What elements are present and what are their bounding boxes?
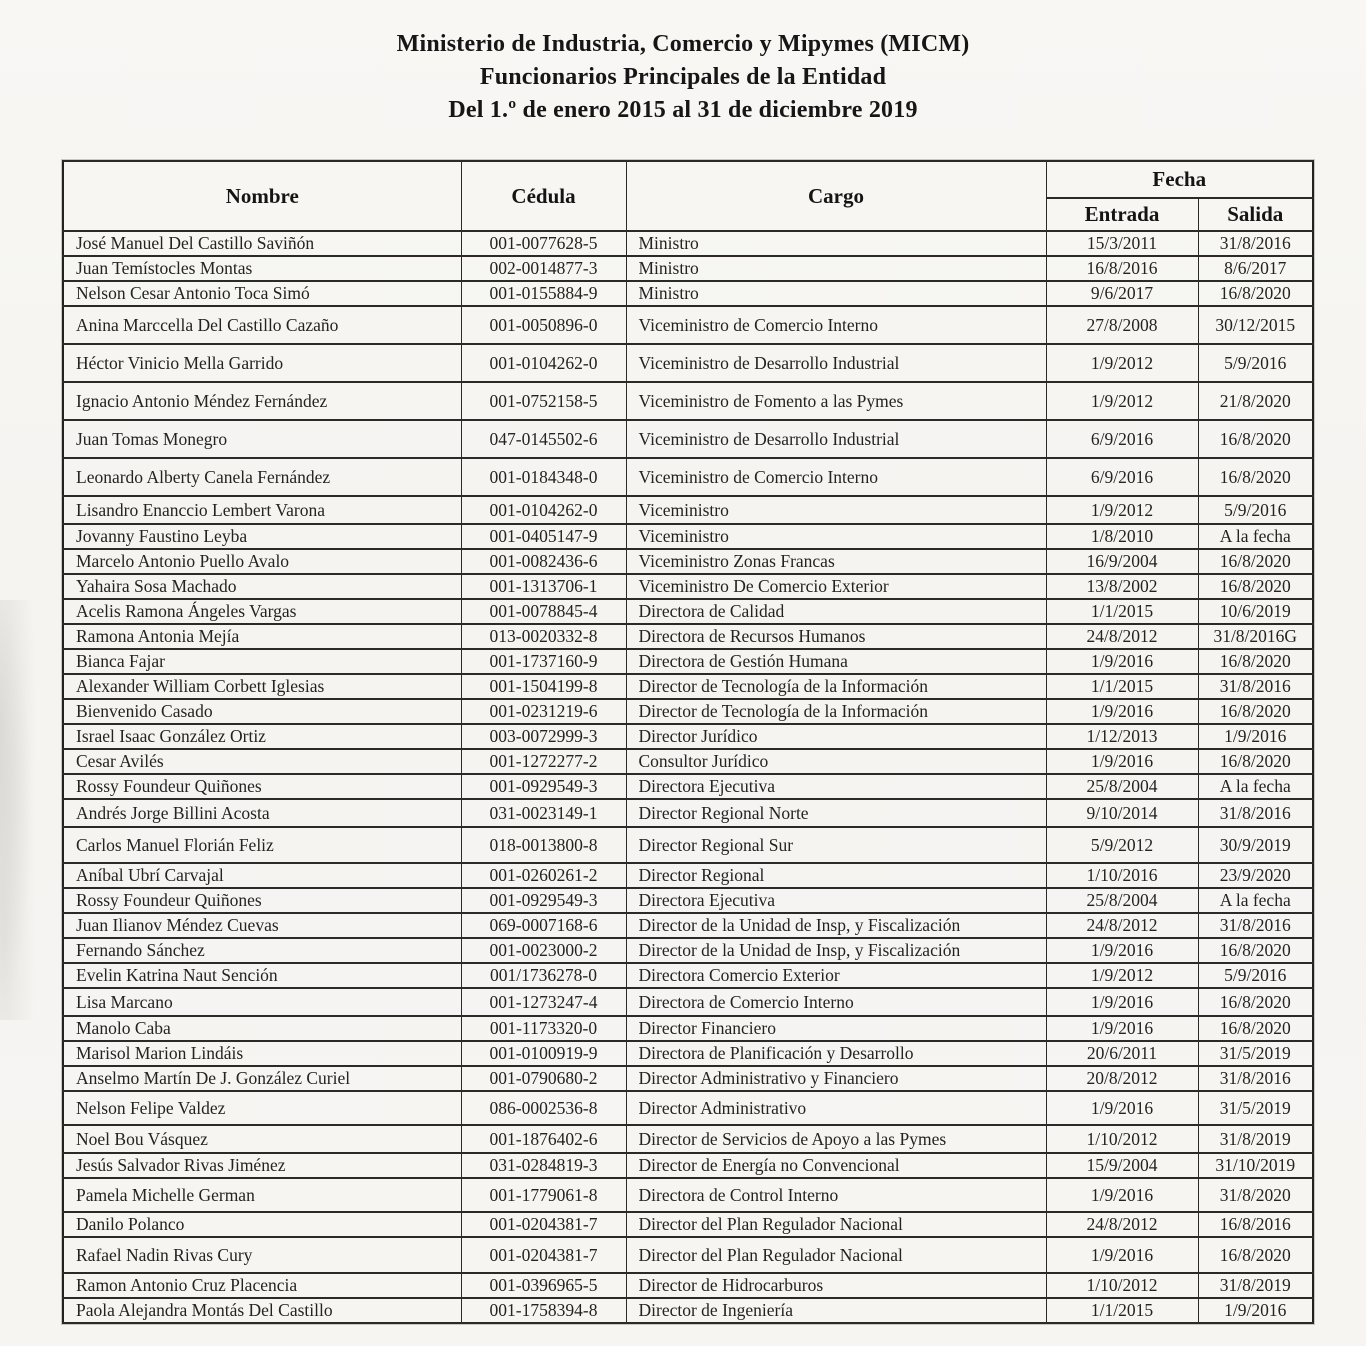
table-row — [63, 913, 1313, 938]
cell-cargo: Director Financiero — [626, 1016, 1046, 1041]
cell-name: Danilo Polanco — [63, 1212, 461, 1237]
cell-cedula: 001-0929549-3 — [461, 888, 626, 913]
column-header-entrada: Entrada — [1046, 198, 1198, 231]
cell-entrada: 1/9/2016 — [1046, 1091, 1198, 1125]
table-header — [63, 161, 1313, 231]
cell-salida: 23/9/2020 — [1198, 863, 1313, 888]
cell-entrada: 1/9/2016 — [1046, 699, 1198, 724]
cell-cedula: 001-0104262-0 — [461, 496, 626, 524]
cell-cedula: 001-0231219-6 — [461, 699, 626, 724]
cell-cedula: 001-0050896-0 — [461, 306, 626, 344]
cell-name: Leonardo Alberty Canela Fernández — [63, 458, 461, 496]
cell-entrada: 1/9/2012 — [1046, 344, 1198, 382]
cell-entrada: 1/9/2016 — [1046, 1237, 1198, 1273]
cell-name: Carlos Manuel Florián Feliz — [63, 827, 461, 863]
cell-salida: 16/8/2020 — [1198, 988, 1313, 1016]
cell-name: Lisandro Enanccio Lembert Varona — [63, 496, 461, 524]
document-subtitle-line: Funcionarios Principales de la Entidad — [479, 64, 887, 91]
cell-cargo: Director de Tecnología de la Información — [626, 674, 1046, 699]
cell-entrada: 16/9/2004 — [1046, 549, 1198, 574]
cell-cargo: Directora de Recursos Humanos — [626, 624, 1046, 649]
cell-cargo: Directora de Comercio Interno — [626, 988, 1046, 1016]
cell-cedula: 031-0284819-3 — [461, 1153, 626, 1178]
cell-name: Héctor Vinicio Mella Garrido — [63, 344, 461, 382]
cell-cargo: Viceministro de Comercio Interno — [626, 458, 1046, 496]
cell-name: José Manuel Del Castillo Saviñón — [63, 231, 461, 256]
cell-cargo: Viceministro de Comercio Interno — [626, 306, 1046, 344]
cell-cedula: 001-1313706-1 — [461, 574, 626, 599]
table-row — [63, 674, 1313, 699]
cell-name: Manolo Caba — [63, 1016, 461, 1041]
cell-salida: 16/8/2020 — [1198, 281, 1313, 306]
cell-salida: 31/8/2016 — [1198, 1066, 1313, 1091]
cell-entrada: 1/1/2015 — [1046, 599, 1198, 624]
cell-cedula: 031-0023149-1 — [461, 799, 626, 827]
cell-salida: 16/8/2020 — [1198, 699, 1313, 724]
cell-cargo: Director de Tecnología de la Información — [626, 699, 1046, 724]
cell-cedula: 086-0002536-8 — [461, 1091, 626, 1125]
cell-cargo: Director Regional Sur — [626, 827, 1046, 863]
cell-entrada: 6/9/2016 — [1046, 458, 1198, 496]
column-header-cargo: Cargo — [626, 161, 1046, 231]
cell-entrada: 25/8/2004 — [1046, 888, 1198, 913]
cell-salida: 16/8/2020 — [1198, 458, 1313, 496]
cell-cargo: Director Regional Norte — [626, 799, 1046, 827]
cell-cargo: Director Regional — [626, 863, 1046, 888]
cell-cedula: 003-0072999-3 — [461, 724, 626, 749]
cell-entrada: 1/10/2012 — [1046, 1273, 1198, 1298]
cell-cedula: 001-1173320-0 — [461, 1016, 626, 1041]
cell-cargo: Director de la Unidad de Insp, y Fiscalización — [626, 913, 1046, 938]
cell-name: Juan Tomas Monegro — [63, 420, 461, 458]
cell-salida: 30/12/2015 — [1198, 306, 1313, 344]
cell-name: Nelson Cesar Antonio Toca Simó — [63, 281, 461, 306]
cell-entrada: 1/9/2016 — [1046, 749, 1198, 774]
cell-cargo: Viceministro De Comercio Exterior — [626, 574, 1046, 599]
cell-cargo: Director de Hidrocarburos — [626, 1273, 1046, 1298]
cell-cargo: Directora de Planificación y Desarrollo — [626, 1041, 1046, 1066]
cell-cargo: Director de Ingeniería — [626, 1298, 1046, 1323]
cell-cedula: 002-0014877-3 — [461, 256, 626, 281]
officials-table — [62, 160, 1314, 1324]
table-row — [63, 1298, 1313, 1323]
cell-cargo: Director Jurídico — [626, 724, 1046, 749]
cell-cargo: Consultor Jurídico — [626, 749, 1046, 774]
cell-cedula: 001-0082436-6 — [461, 549, 626, 574]
cell-cargo: Director de Energía no Convencional — [626, 1153, 1046, 1178]
cell-entrada: 24/8/2012 — [1046, 913, 1198, 938]
cell-name: Jovanny Faustino Leyba — [63, 524, 461, 549]
cell-name: Israel Isaac González Ortiz — [63, 724, 461, 749]
cell-entrada: 1/9/2016 — [1046, 988, 1198, 1016]
cell-entrada: 1/10/2012 — [1046, 1125, 1198, 1153]
table-row — [63, 724, 1313, 749]
cell-entrada: 1/9/2016 — [1046, 1178, 1198, 1212]
cell-cedula: 001-1758394-8 — [461, 1298, 626, 1323]
table-row — [63, 649, 1313, 674]
cell-salida: 31/8/2019 — [1198, 1125, 1313, 1153]
table-row — [63, 306, 1313, 344]
cell-entrada: 13/8/2002 — [1046, 574, 1198, 599]
cell-name: Ignacio Antonio Méndez Fernández — [63, 382, 461, 420]
table-row — [63, 458, 1313, 496]
cell-name: Fernando Sánchez — [63, 938, 461, 963]
cell-entrada: 6/9/2016 — [1046, 420, 1198, 458]
cell-name: Paola Alejandra Montás Del Castillo — [63, 1298, 461, 1323]
table-row — [63, 231, 1313, 256]
cell-cedula: 001-0790680-2 — [461, 1066, 626, 1091]
cell-cedula: 001-0929549-3 — [461, 774, 626, 799]
table-row — [63, 963, 1313, 988]
cell-cedula: 001-1273247-4 — [461, 988, 626, 1016]
cell-name: Yahaira Sosa Machado — [63, 574, 461, 599]
cell-salida: 5/9/2016 — [1198, 496, 1313, 524]
cell-entrada: 9/10/2014 — [1046, 799, 1198, 827]
table-row — [63, 1153, 1313, 1178]
cell-cargo: Directora Ejecutiva — [626, 774, 1046, 799]
cell-cargo: Directora Ejecutiva — [626, 888, 1046, 913]
column-header-salida: Salida — [1198, 198, 1313, 231]
column-header-nombre: Nombre — [63, 161, 461, 231]
cell-cedula: 001-1272277-2 — [461, 749, 626, 774]
cell-cargo: Ministro — [626, 281, 1046, 306]
ministry-title-line: Ministerio de Industria, Comercio y Mipymes (MICM) — [396, 31, 970, 57]
cell-name: Marcelo Antonio Puello Avalo — [63, 549, 461, 574]
cell-entrada: 1/9/2016 — [1046, 938, 1198, 963]
cell-name: Jesús Salvador Rivas Jiménez — [63, 1153, 461, 1178]
cell-name: Rossy Foundeur Quiñones — [63, 774, 461, 799]
date-range-line: Del 1.º de enero 2015 al 31 de diciembre 2019 — [448, 97, 918, 124]
table-row — [63, 496, 1313, 524]
table-row — [63, 988, 1313, 1016]
cell-entrada: 15/3/2011 — [1046, 231, 1198, 256]
cell-entrada: 24/8/2012 — [1046, 624, 1198, 649]
cell-name: Alexander William Corbett Iglesias — [63, 674, 461, 699]
cell-salida: 31/8/2019 — [1198, 1273, 1313, 1298]
cell-salida: 16/8/2020 — [1198, 574, 1313, 599]
cell-entrada: 1/9/2012 — [1046, 382, 1198, 420]
cell-cargo: Directora de Gestión Humana — [626, 649, 1046, 674]
cell-salida: A la fecha — [1198, 774, 1313, 799]
cell-salida: 16/8/2016 — [1198, 1212, 1313, 1237]
cell-name: Noel Bou Vásquez — [63, 1125, 461, 1153]
table-row — [63, 344, 1313, 382]
cell-cedula: 001-0023000-2 — [461, 938, 626, 963]
cell-salida: 31/8/2016 — [1198, 913, 1313, 938]
cell-salida: 31/5/2019 — [1198, 1091, 1313, 1125]
cell-entrada: 27/8/2008 — [1046, 306, 1198, 344]
cell-cedula: 013-0020332-8 — [461, 624, 626, 649]
table-row — [63, 1237, 1313, 1273]
cell-cargo: Viceministro de Desarrollo Industrial — [626, 420, 1046, 458]
cell-salida: 5/9/2016 — [1198, 963, 1313, 988]
cell-entrada: 1/9/2016 — [1046, 649, 1198, 674]
cell-salida: 5/9/2016 — [1198, 344, 1313, 382]
cell-entrada: 1/8/2010 — [1046, 524, 1198, 549]
cell-cedula: 001-1504199-8 — [461, 674, 626, 699]
cell-entrada: 16/8/2016 — [1046, 256, 1198, 281]
cell-salida: 31/8/2016 — [1198, 674, 1313, 699]
cell-name: Juan Temístocles Montas — [63, 256, 461, 281]
table-row — [63, 1091, 1313, 1125]
cell-cedula: 001-0260261-2 — [461, 863, 626, 888]
cell-cedula: 001-1876402-6 — [461, 1125, 626, 1153]
table-row — [63, 574, 1313, 599]
table-row — [63, 1041, 1313, 1066]
cell-cargo: Ministro — [626, 256, 1046, 281]
table-row — [63, 624, 1313, 649]
cell-salida: 16/8/2020 — [1198, 1016, 1313, 1041]
cell-cargo: Ministro — [626, 231, 1046, 256]
table-row — [63, 599, 1313, 624]
cell-salida: 31/8/2016 — [1198, 231, 1313, 256]
cell-cargo: Directora de Calidad — [626, 599, 1046, 624]
cell-salida: 10/6/2019 — [1198, 599, 1313, 624]
cell-cedula: 001-0204381-7 — [461, 1212, 626, 1237]
cell-name: Nelson Felipe Valdez — [63, 1091, 461, 1125]
document-title-block — [0, 0, 1366, 127]
cell-cedula: 001-0204381-7 — [461, 1237, 626, 1273]
cell-cedula: 001-0078845-4 — [461, 599, 626, 624]
cell-name: Bianca Fajar — [63, 649, 461, 674]
cell-entrada: 1/12/2013 — [1046, 724, 1198, 749]
table-row — [63, 699, 1313, 724]
cell-cargo: Director de Servicios de Apoyo a las Pymes — [626, 1125, 1046, 1153]
cell-name: Evelin Katrina Naut Sención — [63, 963, 461, 988]
cell-cedula: 001-1737160-9 — [461, 649, 626, 674]
cell-name: Lisa Marcano — [63, 988, 461, 1016]
cell-cedula: 001-0155884-9 — [461, 281, 626, 306]
cell-entrada: 20/8/2012 — [1046, 1066, 1198, 1091]
cell-name: Ramon Antonio Cruz Placencia — [63, 1273, 461, 1298]
table-row — [63, 774, 1313, 799]
cell-name: Anselmo Martín De J. González Curiel — [63, 1066, 461, 1091]
cell-entrada: 1/9/2016 — [1046, 1016, 1198, 1041]
cell-entrada: 24/8/2012 — [1046, 1212, 1198, 1237]
cell-salida: 16/8/2020 — [1198, 938, 1313, 963]
cell-entrada: 1/9/2012 — [1046, 496, 1198, 524]
cell-salida: 8/6/2017 — [1198, 256, 1313, 281]
cell-salida: 31/8/2020 — [1198, 1178, 1313, 1212]
cell-name: Ramona Antonia Mejía — [63, 624, 461, 649]
table-row — [63, 420, 1313, 458]
cell-name: Andrés Jorge Billini Acosta — [63, 799, 461, 827]
table-row — [63, 799, 1313, 827]
cell-salida: 16/8/2020 — [1198, 1237, 1313, 1273]
cell-name: Juan Ilianov Méndez Cuevas — [63, 913, 461, 938]
cell-cedula: 001-0104262-0 — [461, 344, 626, 382]
cell-cargo: Viceministro de Fomento a las Pymes — [626, 382, 1046, 420]
cell-name: Bienvenido Casado — [63, 699, 461, 724]
table-row — [63, 749, 1313, 774]
cell-cedula: 001-0100919-9 — [461, 1041, 626, 1066]
cell-salida: 30/9/2019 — [1198, 827, 1313, 863]
column-header-cedula: Cédula — [461, 161, 626, 231]
cell-salida: 31/10/2019 — [1198, 1153, 1313, 1178]
cell-cargo: Directora de Control Interno — [626, 1178, 1046, 1212]
cell-cedula: 001-0405147-9 — [461, 524, 626, 549]
table-row — [63, 549, 1313, 574]
cell-name: Acelis Ramona Ángeles Vargas — [63, 599, 461, 624]
cell-name: Rossy Foundeur Quiñones — [63, 888, 461, 913]
table-row — [63, 1273, 1313, 1298]
cell-entrada: 1/10/2016 — [1046, 863, 1198, 888]
cell-salida: 31/8/2016G — [1198, 624, 1313, 649]
cell-name: Aníbal Ubrí Carvajal — [63, 863, 461, 888]
cell-cargo: Viceministro Zonas Francas — [626, 549, 1046, 574]
table-row — [63, 256, 1313, 281]
cell-entrada: 15/9/2004 — [1046, 1153, 1198, 1178]
cell-salida: 31/5/2019 — [1198, 1041, 1313, 1066]
cell-name: Rafael Nadin Rivas Cury — [63, 1237, 461, 1273]
cell-salida: A la fecha — [1198, 888, 1313, 913]
cell-salida: 21/8/2020 — [1198, 382, 1313, 420]
table-row — [63, 888, 1313, 913]
table-row — [63, 1125, 1313, 1153]
cell-salida: 16/8/2020 — [1198, 420, 1313, 458]
cell-cargo: Viceministro — [626, 496, 1046, 524]
cell-entrada: 20/6/2011 — [1046, 1041, 1198, 1066]
cell-entrada: 1/1/2015 — [1046, 1298, 1198, 1323]
cell-name: Marisol Marion Lindáis — [63, 1041, 461, 1066]
cell-salida: 1/9/2016 — [1198, 724, 1313, 749]
cell-salida: 16/8/2020 — [1198, 749, 1313, 774]
cell-salida: 16/8/2020 — [1198, 649, 1313, 674]
scan-smudge — [0, 600, 37, 1020]
cell-cedula: 001-0752158-5 — [461, 382, 626, 420]
cell-cedula: 001-1779061-8 — [461, 1178, 626, 1212]
cell-cargo: Director Administrativo — [626, 1091, 1046, 1125]
cell-cedula: 018-0013800-8 — [461, 827, 626, 863]
table-row — [63, 938, 1313, 963]
table-row — [63, 524, 1313, 549]
table-row — [63, 382, 1313, 420]
table-row — [63, 1016, 1313, 1041]
cell-cedula: 001-0184348-0 — [461, 458, 626, 496]
cell-name: Pamela Michelle German — [63, 1178, 461, 1212]
cell-cargo: Viceministro — [626, 524, 1046, 549]
cell-salida: 31/8/2016 — [1198, 799, 1313, 827]
cell-entrada: 25/8/2004 — [1046, 774, 1198, 799]
cell-entrada: 1/1/2015 — [1046, 674, 1198, 699]
table-row — [63, 281, 1313, 306]
cell-name: Cesar Avilés — [63, 749, 461, 774]
cell-salida: 1/9/2016 — [1198, 1298, 1313, 1323]
cell-cargo: Viceministro de Desarrollo Industrial — [626, 344, 1046, 382]
table-body — [63, 231, 1313, 1323]
table-row — [63, 827, 1313, 863]
cell-cargo: Director del Plan Regulador Nacional — [626, 1237, 1046, 1273]
cell-cedula: 069-0007168-6 — [461, 913, 626, 938]
cell-cedula: 001/1736278-0 — [461, 963, 626, 988]
cell-cedula: 047-0145502-6 — [461, 420, 626, 458]
cell-name: Anina Marccella Del Castillo Cazaño — [63, 306, 461, 344]
cell-cargo: Director del Plan Regulador Nacional — [626, 1212, 1046, 1237]
cell-cargo: Director Administrativo y Financiero — [626, 1066, 1046, 1091]
table-row — [63, 1066, 1313, 1091]
cell-entrada: 9/6/2017 — [1046, 281, 1198, 306]
cell-cargo: Director de la Unidad de Insp, y Fiscalización — [626, 938, 1046, 963]
table-row — [63, 1212, 1313, 1237]
cell-entrada: 5/9/2012 — [1046, 827, 1198, 863]
table-row — [63, 1178, 1313, 1212]
cell-cedula: 001-0396965-5 — [461, 1273, 626, 1298]
column-header-fecha: Fecha — [1046, 161, 1313, 198]
cell-entrada: 1/9/2012 — [1046, 963, 1198, 988]
cell-salida: A la fecha — [1198, 524, 1313, 549]
cell-salida: 16/8/2020 — [1198, 549, 1313, 574]
cell-cedula: 001-0077628-5 — [461, 231, 626, 256]
table-row — [63, 863, 1313, 888]
cell-cargo: Directora Comercio Exterior — [626, 963, 1046, 988]
